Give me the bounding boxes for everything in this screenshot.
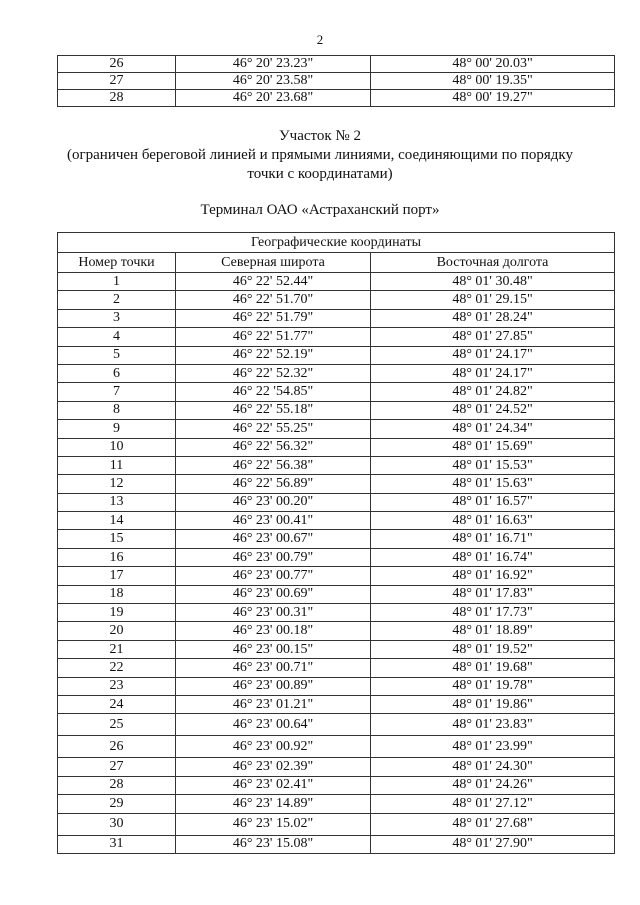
latitude-cell: 46° 23' 15.02"	[176, 813, 371, 835]
latitude-cell: 46° 22' 51.77"	[176, 328, 371, 346]
latitude-cell: 46° 22 '54.85"	[176, 383, 371, 401]
point-number-cell: 17	[58, 567, 176, 585]
longitude-cell: 48° 01' 24.82"	[371, 383, 615, 401]
longitude-cell: 48° 01' 19.52"	[371, 640, 615, 658]
longitude-cell: 48° 01' 17.73"	[371, 604, 615, 622]
table-row	[58, 512, 615, 530]
point-number-cell: 14	[58, 512, 176, 530]
point-number-cell: 9	[58, 420, 176, 438]
table-row	[58, 291, 615, 309]
latitude-cell: 46° 23' 00.71"	[176, 659, 371, 677]
latitude-cell: 46° 23' 00.79"	[176, 548, 371, 566]
longitude-cell: 48° 01' 16.57"	[371, 493, 615, 511]
table-row	[58, 776, 615, 794]
point-number-cell: 26	[58, 56, 176, 73]
point-number-cell: 19	[58, 604, 176, 622]
point-number-cell: 25	[58, 714, 176, 736]
table-row	[58, 364, 615, 382]
longitude-cell: 48° 01' 17.83"	[371, 585, 615, 603]
table-row	[58, 401, 615, 419]
point-number-cell: 12	[58, 475, 176, 493]
column-header-row	[58, 253, 615, 273]
latitude-cell: 46° 23' 00.18"	[176, 622, 371, 640]
point-number-cell: 3	[58, 309, 176, 327]
latitude-cell: 46° 22' 56.32"	[176, 438, 371, 456]
table-row	[58, 714, 615, 736]
latitude-cell: 46° 22' 51.70"	[176, 291, 371, 309]
point-number-cell: 8	[58, 401, 176, 419]
longitude-cell: 48° 01' 24.34"	[371, 420, 615, 438]
point-number-cell: 23	[58, 677, 176, 695]
previous-coordinates-table	[57, 55, 615, 107]
header-latitude: Северная широта	[176, 253, 371, 273]
point-number-cell: 30	[58, 813, 176, 835]
group-header-row	[58, 233, 615, 253]
longitude-cell: 48° 01' 15.69"	[371, 438, 615, 456]
longitude-cell: 48° 01' 27.85"	[371, 328, 615, 346]
table-row	[58, 813, 615, 835]
point-number-cell: 11	[58, 456, 176, 474]
latitude-cell: 46° 23' 00.69"	[176, 585, 371, 603]
point-number-cell: 15	[58, 530, 176, 548]
longitude-cell: 48° 01' 27.90"	[371, 835, 615, 853]
longitude-cell: 48° 01' 15.63"	[371, 475, 615, 493]
table-row	[58, 604, 615, 622]
point-number-cell: 27	[58, 73, 176, 90]
latitude-cell: 46° 22' 55.25"	[176, 420, 371, 438]
table-row	[58, 695, 615, 713]
point-number-cell: 20	[58, 622, 176, 640]
coordinates-table	[57, 232, 615, 854]
table-row	[58, 56, 615, 73]
point-number-cell: 1	[58, 273, 176, 291]
longitude-cell: 48° 01' 15.53"	[371, 456, 615, 474]
page-number: 2	[316, 32, 324, 47]
table-row	[58, 622, 615, 640]
longitude-cell: 48° 01' 24.17"	[371, 364, 615, 382]
latitude-cell: 46° 22' 52.32"	[176, 364, 371, 382]
longitude-cell: 48° 01' 23.99"	[371, 736, 615, 758]
longitude-cell: 48° 01' 19.86"	[371, 695, 615, 713]
longitude-cell: 48° 01' 18.89"	[371, 622, 615, 640]
longitude-cell: 48° 01' 27.68"	[371, 813, 615, 835]
table-row	[58, 90, 615, 107]
table-row	[58, 273, 615, 291]
table-row	[58, 795, 615, 813]
table-row	[58, 475, 615, 493]
longitude-cell: 48° 01' 24.30"	[371, 758, 615, 776]
longitude-cell: 48° 01' 30.48"	[371, 273, 615, 291]
table-row	[58, 677, 615, 695]
point-number-cell: 2	[58, 291, 176, 309]
point-number-cell: 24	[58, 695, 176, 713]
point-number-cell: 7	[58, 383, 176, 401]
point-number-cell: 26	[58, 736, 176, 758]
terminal-title: Терминал ОАО «Астраханский порт»	[200, 202, 440, 218]
latitude-cell: 46° 23' 02.41"	[176, 776, 371, 794]
table-row	[58, 383, 615, 401]
latitude-cell: 46° 23' 00.77"	[176, 567, 371, 585]
table-row	[58, 456, 615, 474]
latitude-cell: 46° 20' 23.68"	[176, 90, 371, 107]
longitude-cell: 48° 01' 16.63"	[371, 512, 615, 530]
table-row	[58, 438, 615, 456]
table-row	[58, 567, 615, 585]
point-number-cell: 28	[58, 90, 176, 107]
longitude-cell: 48° 00' 19.27"	[371, 90, 615, 107]
point-number-cell: 31	[58, 835, 176, 853]
table-row	[58, 835, 615, 853]
latitude-cell: 46° 23' 00.89"	[176, 677, 371, 695]
header-point-number: Номер точки	[58, 253, 176, 273]
latitude-cell: 46° 23' 14.89"	[176, 795, 371, 813]
table-row	[58, 309, 615, 327]
latitude-cell: 46° 20' 23.58"	[176, 73, 371, 90]
table-row	[58, 640, 615, 658]
table-row	[58, 530, 615, 548]
latitude-cell: 46° 23' 02.39"	[176, 758, 371, 776]
point-number-cell: 10	[58, 438, 176, 456]
section-title: Участок № 2	[279, 128, 361, 144]
point-number-cell: 29	[58, 795, 176, 813]
latitude-cell: 46° 23' 00.31"	[176, 604, 371, 622]
longitude-cell: 48° 01' 19.68"	[371, 659, 615, 677]
point-number-cell: 6	[58, 364, 176, 382]
table-row	[58, 585, 615, 603]
latitude-cell: 46° 23' 00.67"	[176, 530, 371, 548]
table-row	[58, 758, 615, 776]
table-row	[58, 420, 615, 438]
point-number-cell: 21	[58, 640, 176, 658]
point-number-cell: 5	[58, 346, 176, 364]
point-number-cell: 28	[58, 776, 176, 794]
longitude-cell: 48° 00' 19.35"	[371, 73, 615, 90]
latitude-cell: 46° 22' 52.44"	[176, 273, 371, 291]
point-number-cell: 22	[58, 659, 176, 677]
latitude-cell: 46° 22' 52.19"	[176, 346, 371, 364]
point-number-cell: 4	[58, 328, 176, 346]
section-subtitle-line1: (ограничен береговой линией и прямыми линиями, соединяющими по порядку	[66, 147, 573, 163]
longitude-cell: 48° 01' 16.92"	[371, 567, 615, 585]
longitude-cell: 48° 01' 23.83"	[371, 714, 615, 736]
latitude-cell: 46° 23' 00.64"	[176, 714, 371, 736]
latitude-cell: 46° 22' 55.18"	[176, 401, 371, 419]
latitude-cell: 46° 23' 00.20"	[176, 493, 371, 511]
point-number-cell: 27	[58, 758, 176, 776]
latitude-cell: 46° 22' 56.38"	[176, 456, 371, 474]
longitude-cell: 48° 01' 19.78"	[371, 677, 615, 695]
latitude-cell: 46° 23' 00.41"	[176, 512, 371, 530]
point-number-cell: 16	[58, 548, 176, 566]
longitude-cell: 48° 01' 29.15"	[371, 291, 615, 309]
group-header: Географические координаты	[58, 233, 615, 253]
table-row	[58, 73, 615, 90]
longitude-cell: 48° 01' 24.17"	[371, 346, 615, 364]
latitude-cell: 46° 22' 51.79"	[176, 309, 371, 327]
latitude-cell: 46° 20' 23.23"	[176, 56, 371, 73]
table-row	[58, 659, 615, 677]
longitude-cell: 48° 01' 16.74"	[371, 548, 615, 566]
longitude-cell: 48° 01' 27.12"	[371, 795, 615, 813]
longitude-cell: 48° 01' 24.52"	[371, 401, 615, 419]
latitude-cell: 46° 23' 00.92"	[176, 736, 371, 758]
latitude-cell: 46° 23' 00.15"	[176, 640, 371, 658]
point-number-cell: 18	[58, 585, 176, 603]
longitude-cell: 48° 00' 20.03"	[371, 56, 615, 73]
latitude-cell: 46° 23' 01.21"	[176, 695, 371, 713]
longitude-cell: 48° 01' 24.26"	[371, 776, 615, 794]
table-row	[58, 548, 615, 566]
table-row	[58, 346, 615, 364]
latitude-cell: 46° 23' 15.08"	[176, 835, 371, 853]
header-longitude: Восточная долгота	[371, 253, 615, 273]
table-row	[58, 736, 615, 758]
longitude-cell: 48° 01' 16.71"	[371, 530, 615, 548]
point-number-cell: 13	[58, 493, 176, 511]
table-row	[58, 493, 615, 511]
longitude-cell: 48° 01' 28.24"	[371, 309, 615, 327]
table-row	[58, 328, 615, 346]
latitude-cell: 46° 22' 56.89"	[176, 475, 371, 493]
section-subtitle-line2: точки с координатами)	[247, 166, 393, 182]
